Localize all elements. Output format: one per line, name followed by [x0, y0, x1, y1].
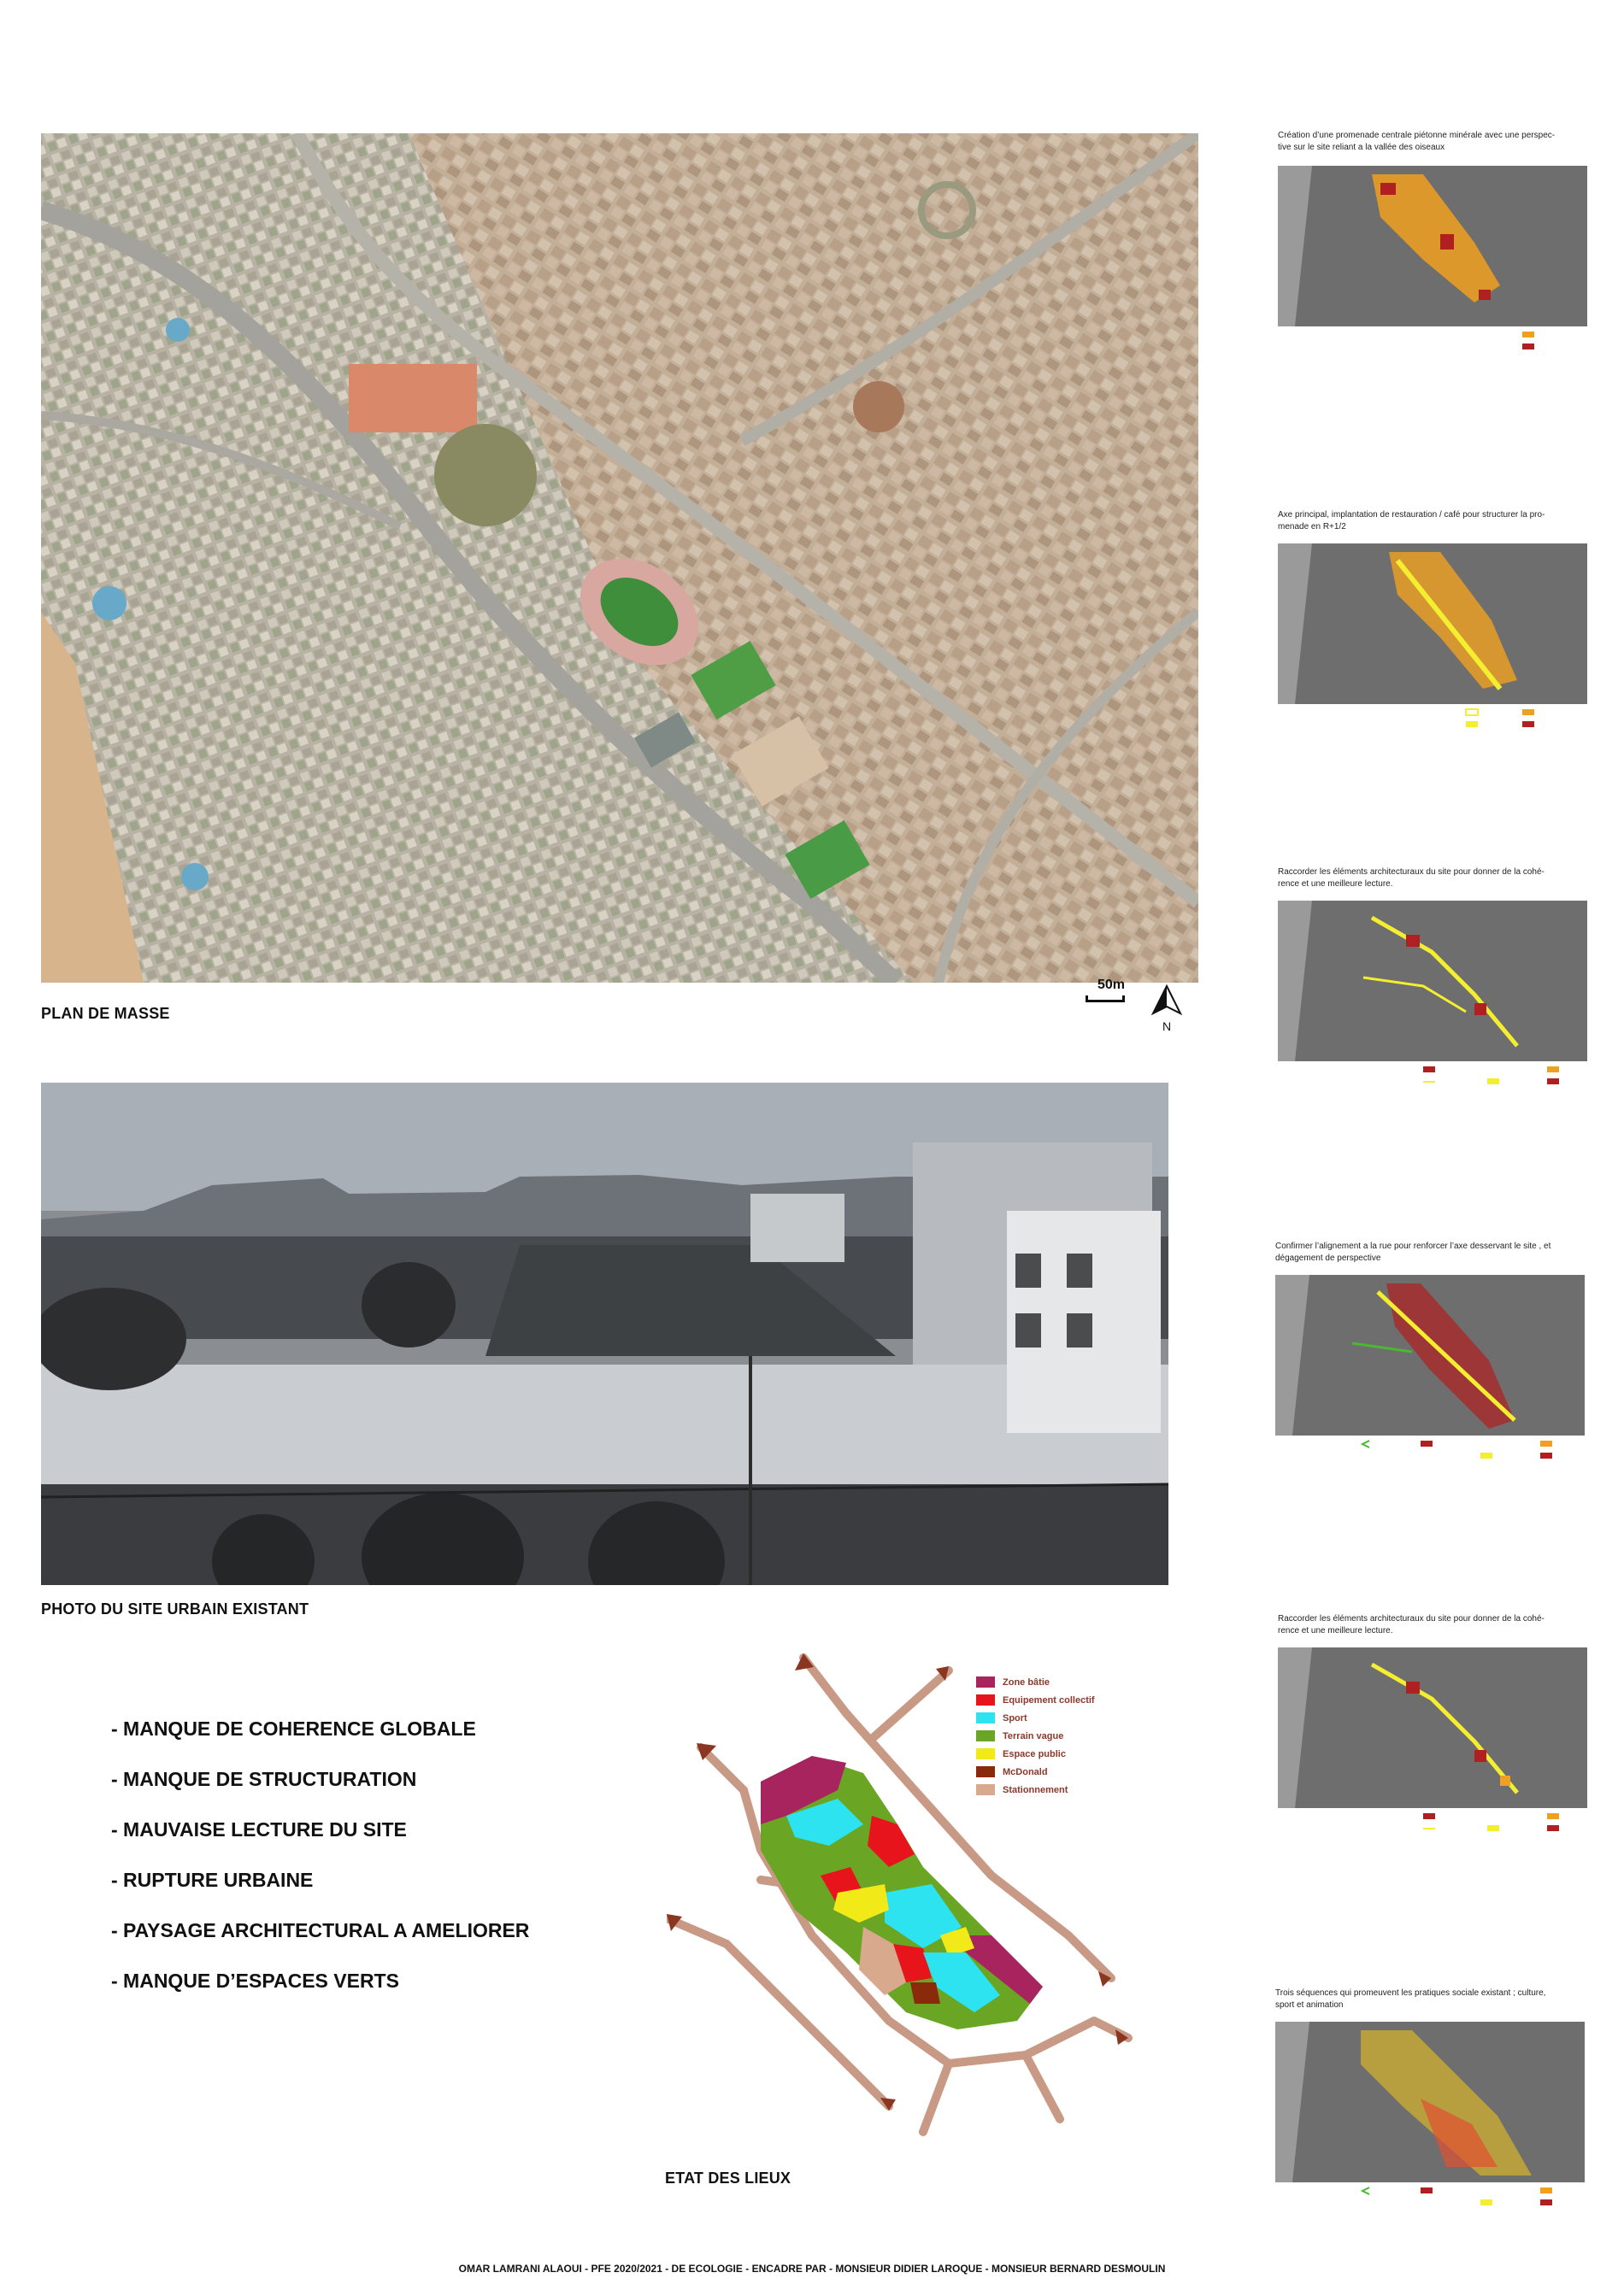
- legend-item: [976, 1745, 1095, 1763]
- legend-label: Stationnement: [1003, 1784, 1068, 1795]
- sidebar-panel: [1278, 130, 1587, 361]
- legend-swatch: [976, 1712, 995, 1723]
- legend-item: [976, 1781, 1095, 1799]
- panel-thumbnail: [1278, 543, 1587, 704]
- issue-item: - PAYSAGE ARCHITECTURAL A AMELIORER: [111, 1919, 530, 1941]
- legend-item: [976, 1727, 1095, 1745]
- legend-item: [976, 1709, 1095, 1727]
- panel-legend: [1361, 1436, 1583, 1470]
- panel-caption: Création d’une promenade centrale piétonne minérale avec une perspec- tive sur le site reliant a la vallée des oiseaux: [1278, 131, 1556, 152]
- north-label: N: [1162, 1019, 1172, 1033]
- legend-label: Zone bâtie: [1003, 1676, 1050, 1688]
- panel-legend: [1415, 326, 1586, 361]
- panel-thumbnail: [1275, 2022, 1585, 2182]
- panel-caption: Confirmer l’alignement a la rue pour renforcer l’axe desservant le site , et dégagement de perspective: [1275, 1242, 1551, 1263]
- legend-item: [976, 1691, 1095, 1709]
- legend-swatch: [976, 1676, 995, 1688]
- issue-item: - MANQUE D’ESPACES VERTS: [111, 1970, 399, 1992]
- photo-caption: PHOTO DU SITE URBAIN EXISTANT: [41, 1600, 309, 1618]
- site-photo: [41, 1083, 1168, 1585]
- legend-item: [976, 1763, 1095, 1781]
- panel-caption: Trois séquences qui promeuvent les pratiques sociale existant ; culture, sport et animation: [1275, 1988, 1546, 2010]
- footer-credits: OMAR LAMRANI ALAOUI - PFE 2020/2021 - DE ECOLOGIE - ENCADRE PAR - MONSIEUR DIDIER LAROQUE - MONSIEUR BERNARD DESMOULIN: [458, 2263, 1166, 2275]
- aerial-plan-image: [41, 133, 1198, 983]
- issue-item: - MAUVAISE LECTURE DU SITE: [111, 1818, 407, 1841]
- panel-caption: Axe principal, implantation de restauration / café pour structurer la pro- menade en R+1/2: [1278, 510, 1545, 531]
- legend-swatch: [976, 1784, 995, 1795]
- panel-thumbnail: [1278, 1647, 1587, 1808]
- issue-item: - MANQUE DE STRUCTURATION: [111, 1768, 417, 1790]
- sidebar-panel: [1278, 866, 1594, 1095]
- panel-caption: Raccorder les éléments architecturaux du site pour donner de la cohé- rence et une meilleure lecture.: [1278, 867, 1545, 889]
- sidebar-panel: [1278, 509, 1587, 738]
- panel-legend: [1423, 1061, 1594, 1095]
- scale-bar: [1086, 978, 1137, 1003]
- panel-caption: Raccorder les éléments architecturaux du site pour donner de la cohé- rence et une meilleure lecture.: [1278, 1614, 1545, 1635]
- north-arrow-icon: [1150, 984, 1184, 1015]
- panel-legend: [1415, 704, 1586, 738]
- north-arrow: [1150, 984, 1184, 1032]
- panel-thumbnail: [1275, 1275, 1585, 1436]
- scale-label: 50m: [1097, 978, 1126, 992]
- legend-label: McDonald: [1003, 1766, 1048, 1777]
- etat-des-lieux-map: [667, 1653, 1162, 2140]
- legend-swatch: [976, 1694, 995, 1706]
- legend-label: Terrain vague: [1003, 1730, 1064, 1741]
- issue-item: - RUPTURE URBAINE: [111, 1869, 314, 1891]
- map-legend: [976, 1673, 1095, 1799]
- issue-item: - MANQUE DE COHERENCE GLOBALE: [111, 1718, 476, 1740]
- etat-caption: ETAT DES LIEUX: [665, 2170, 791, 2187]
- panel-legend: [1423, 1808, 1594, 1842]
- sidebar-panel: [1275, 1241, 1585, 1470]
- panel-thumbnail: [1278, 901, 1587, 1061]
- sidebar-panel: [1275, 1988, 1585, 2217]
- plan-de-masse-caption: PLAN DE MASSE: [41, 1005, 170, 1022]
- issues-list: [111, 1718, 529, 2020]
- legend-item: [976, 1673, 1095, 1691]
- legend-swatch: [976, 1730, 995, 1741]
- legend-label: Equipement collectif: [1003, 1694, 1095, 1706]
- legend-label: Espace public: [1003, 1748, 1066, 1759]
- legend-swatch: [976, 1748, 995, 1759]
- legend-swatch: [976, 1766, 995, 1777]
- panel-thumbnail: [1278, 166, 1587, 326]
- panel-legend: [1361, 2182, 1583, 2217]
- legend-label: Sport: [1003, 1712, 1027, 1723]
- sidebar-panel: [1278, 1613, 1594, 1842]
